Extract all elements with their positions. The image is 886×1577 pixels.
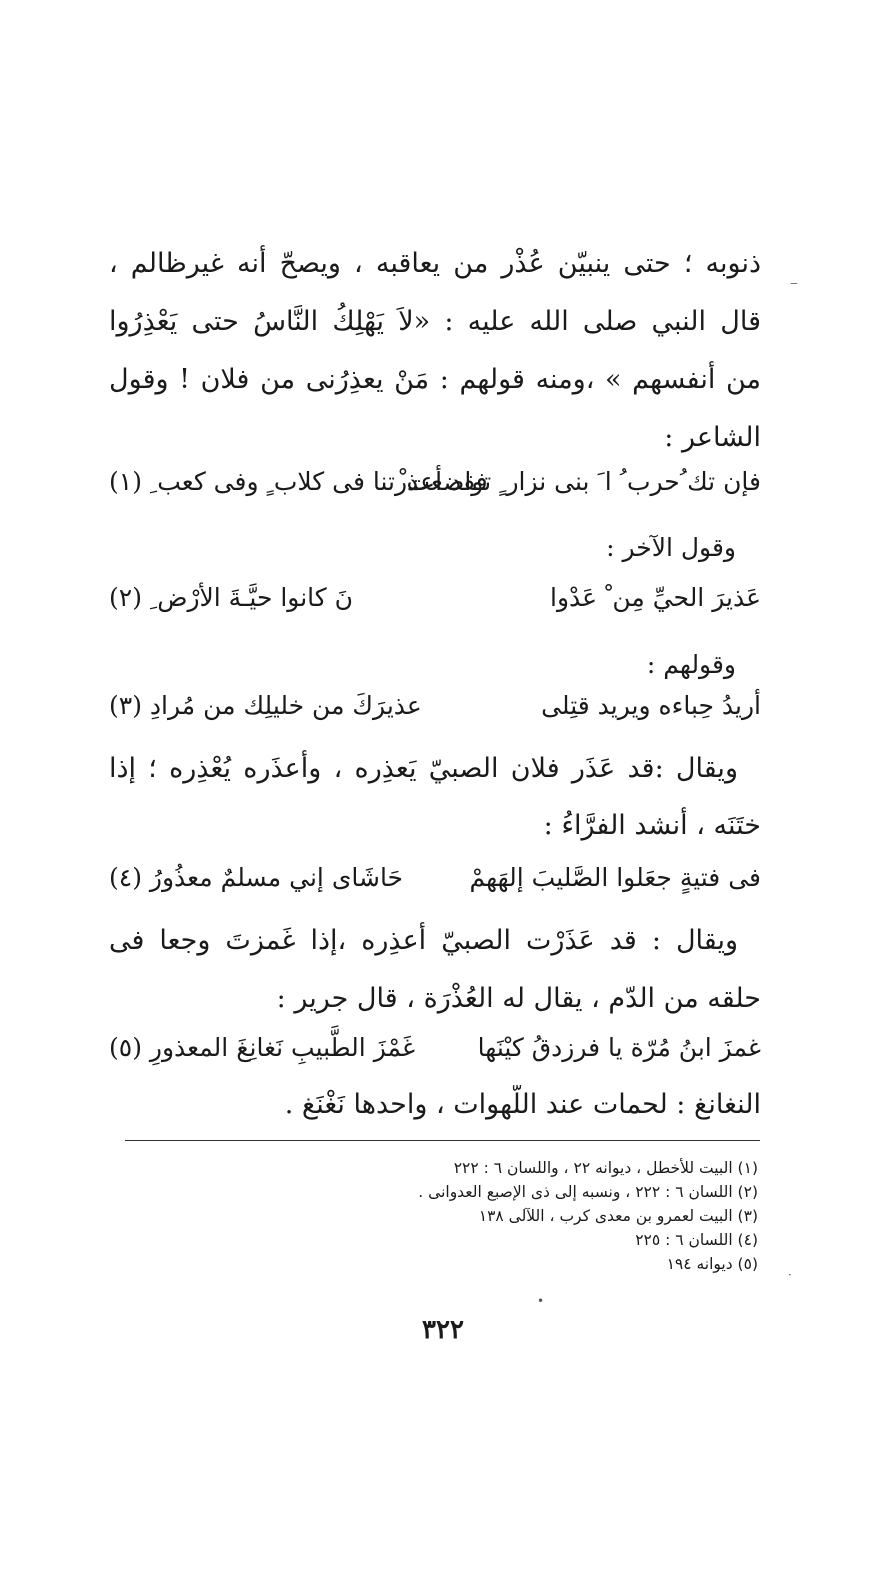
page-number: ٣٢٢ xyxy=(422,1315,464,1345)
footnote-1: (١) البيت للأخطل ، ديوانه ٢٢ ، واللسان ٦ : ٢٢٢ xyxy=(453,1159,758,1177)
verse-5-hemistich-1: غمزَ ابنُ مُرّة يا فرزدقُ كيْنَها xyxy=(477,1033,761,1062)
verse-2-hemistich-1: عَذيرَ الحيِّ مِن ْ عَدْوا xyxy=(550,583,761,612)
ink-speck: · xyxy=(788,1268,792,1282)
body-line-8: حلقه من الدّم ، يقال له العُذْرَة ، قال جرير : xyxy=(276,983,761,1014)
verse-4 xyxy=(109,858,761,898)
body-line-9: النغانغ : لحمات عند اللّهوات ، واحدها نَغْنَغ . xyxy=(284,1089,761,1120)
body-line-1: ذنوبه ؛ حتى ينبيّن عُذْر من يعاقبه ، ويصحّ أنه غيرظالم ، xyxy=(109,248,761,279)
margin-mark: ‒ xyxy=(790,276,798,290)
verse-1 xyxy=(109,462,761,502)
verse-4-hemistich-1: فى فتيةٍ جعَلوا الصَّليبَ إلهَهمْ xyxy=(469,863,761,892)
body-line-6: ختَنَه ، أنشد الفرَّاءُ : xyxy=(543,810,761,841)
footnote-5: (٥) ديوانه ١٩٤ xyxy=(666,1255,758,1273)
verse-1-hemistich-2: فقد أعذرتنا فى كلاب ٍ وفى كعب ِ (١) xyxy=(109,467,488,496)
verse-5-hemistich-2: غَمْزَ الطَّبيبِ نَغانِغَ المعذورِ (٥) xyxy=(109,1033,416,1062)
verse-3-hemistich-1: أريدُ حِباءه ويريد قتِلى xyxy=(541,691,761,720)
body-line-7: ويقال : قد عَذَرْت الصبيّ أَعذِره ،إذا غَمزتَ وجعا فى xyxy=(109,925,738,956)
ink-speck: • xyxy=(537,1294,545,1308)
body-line-5: ويقال :قد عَذَر فلان الصبيّ يَعذِره ، وأَعذَره يُعْذِره ؛ إذا xyxy=(109,753,738,784)
footnote-2: (٢) اللسان ٦ : ٢٢٢ ، ونسبه إلى ذى الإصبع العدوانى . xyxy=(418,1183,758,1201)
verse-2-hemistich-2: نَ كانوا حيَّـةَ الأرْض ِ (٢) xyxy=(109,583,353,612)
verse-1-hemistich-1: فإن تك ُحرب ُ ا َ بنى نزار ٍ تواضعت ْ xyxy=(399,467,761,496)
verse-3-hemistich-2: عذيرَكَ من خليلِك من مُرادِ (٣) xyxy=(109,691,422,720)
verse-2 xyxy=(109,578,761,618)
verse-4-hemistich-2: حَاشَاى إني مسلمٌ معذُورُ (٤) xyxy=(109,863,404,892)
verse-intro-2: وقول الآخر : xyxy=(606,533,736,562)
verse-5 xyxy=(109,1028,761,1068)
verse-3 xyxy=(109,686,761,726)
footnote-separator xyxy=(125,1140,760,1141)
footnote-4: (٤) اللسان ٦ : ٢٢٥ xyxy=(635,1231,758,1249)
footnote-3: (٣) البيت لعمرو بن معدى كرب ، اللآلى ١٣٨ xyxy=(478,1207,758,1225)
body-line-2: قال النبي صلى الله عليه : «لاَ يَهْلِكُ النَّاسُ حتى يَعْذِرُوا xyxy=(109,306,761,337)
body-line-3: من أنفسهم » ،ومنه قولهم : مَنْ يعذِرُنى من فلان ! وقول xyxy=(109,364,761,395)
verse-intro-3: وقولهم : xyxy=(646,650,736,679)
body-line-4: الشاعر : xyxy=(664,422,761,453)
